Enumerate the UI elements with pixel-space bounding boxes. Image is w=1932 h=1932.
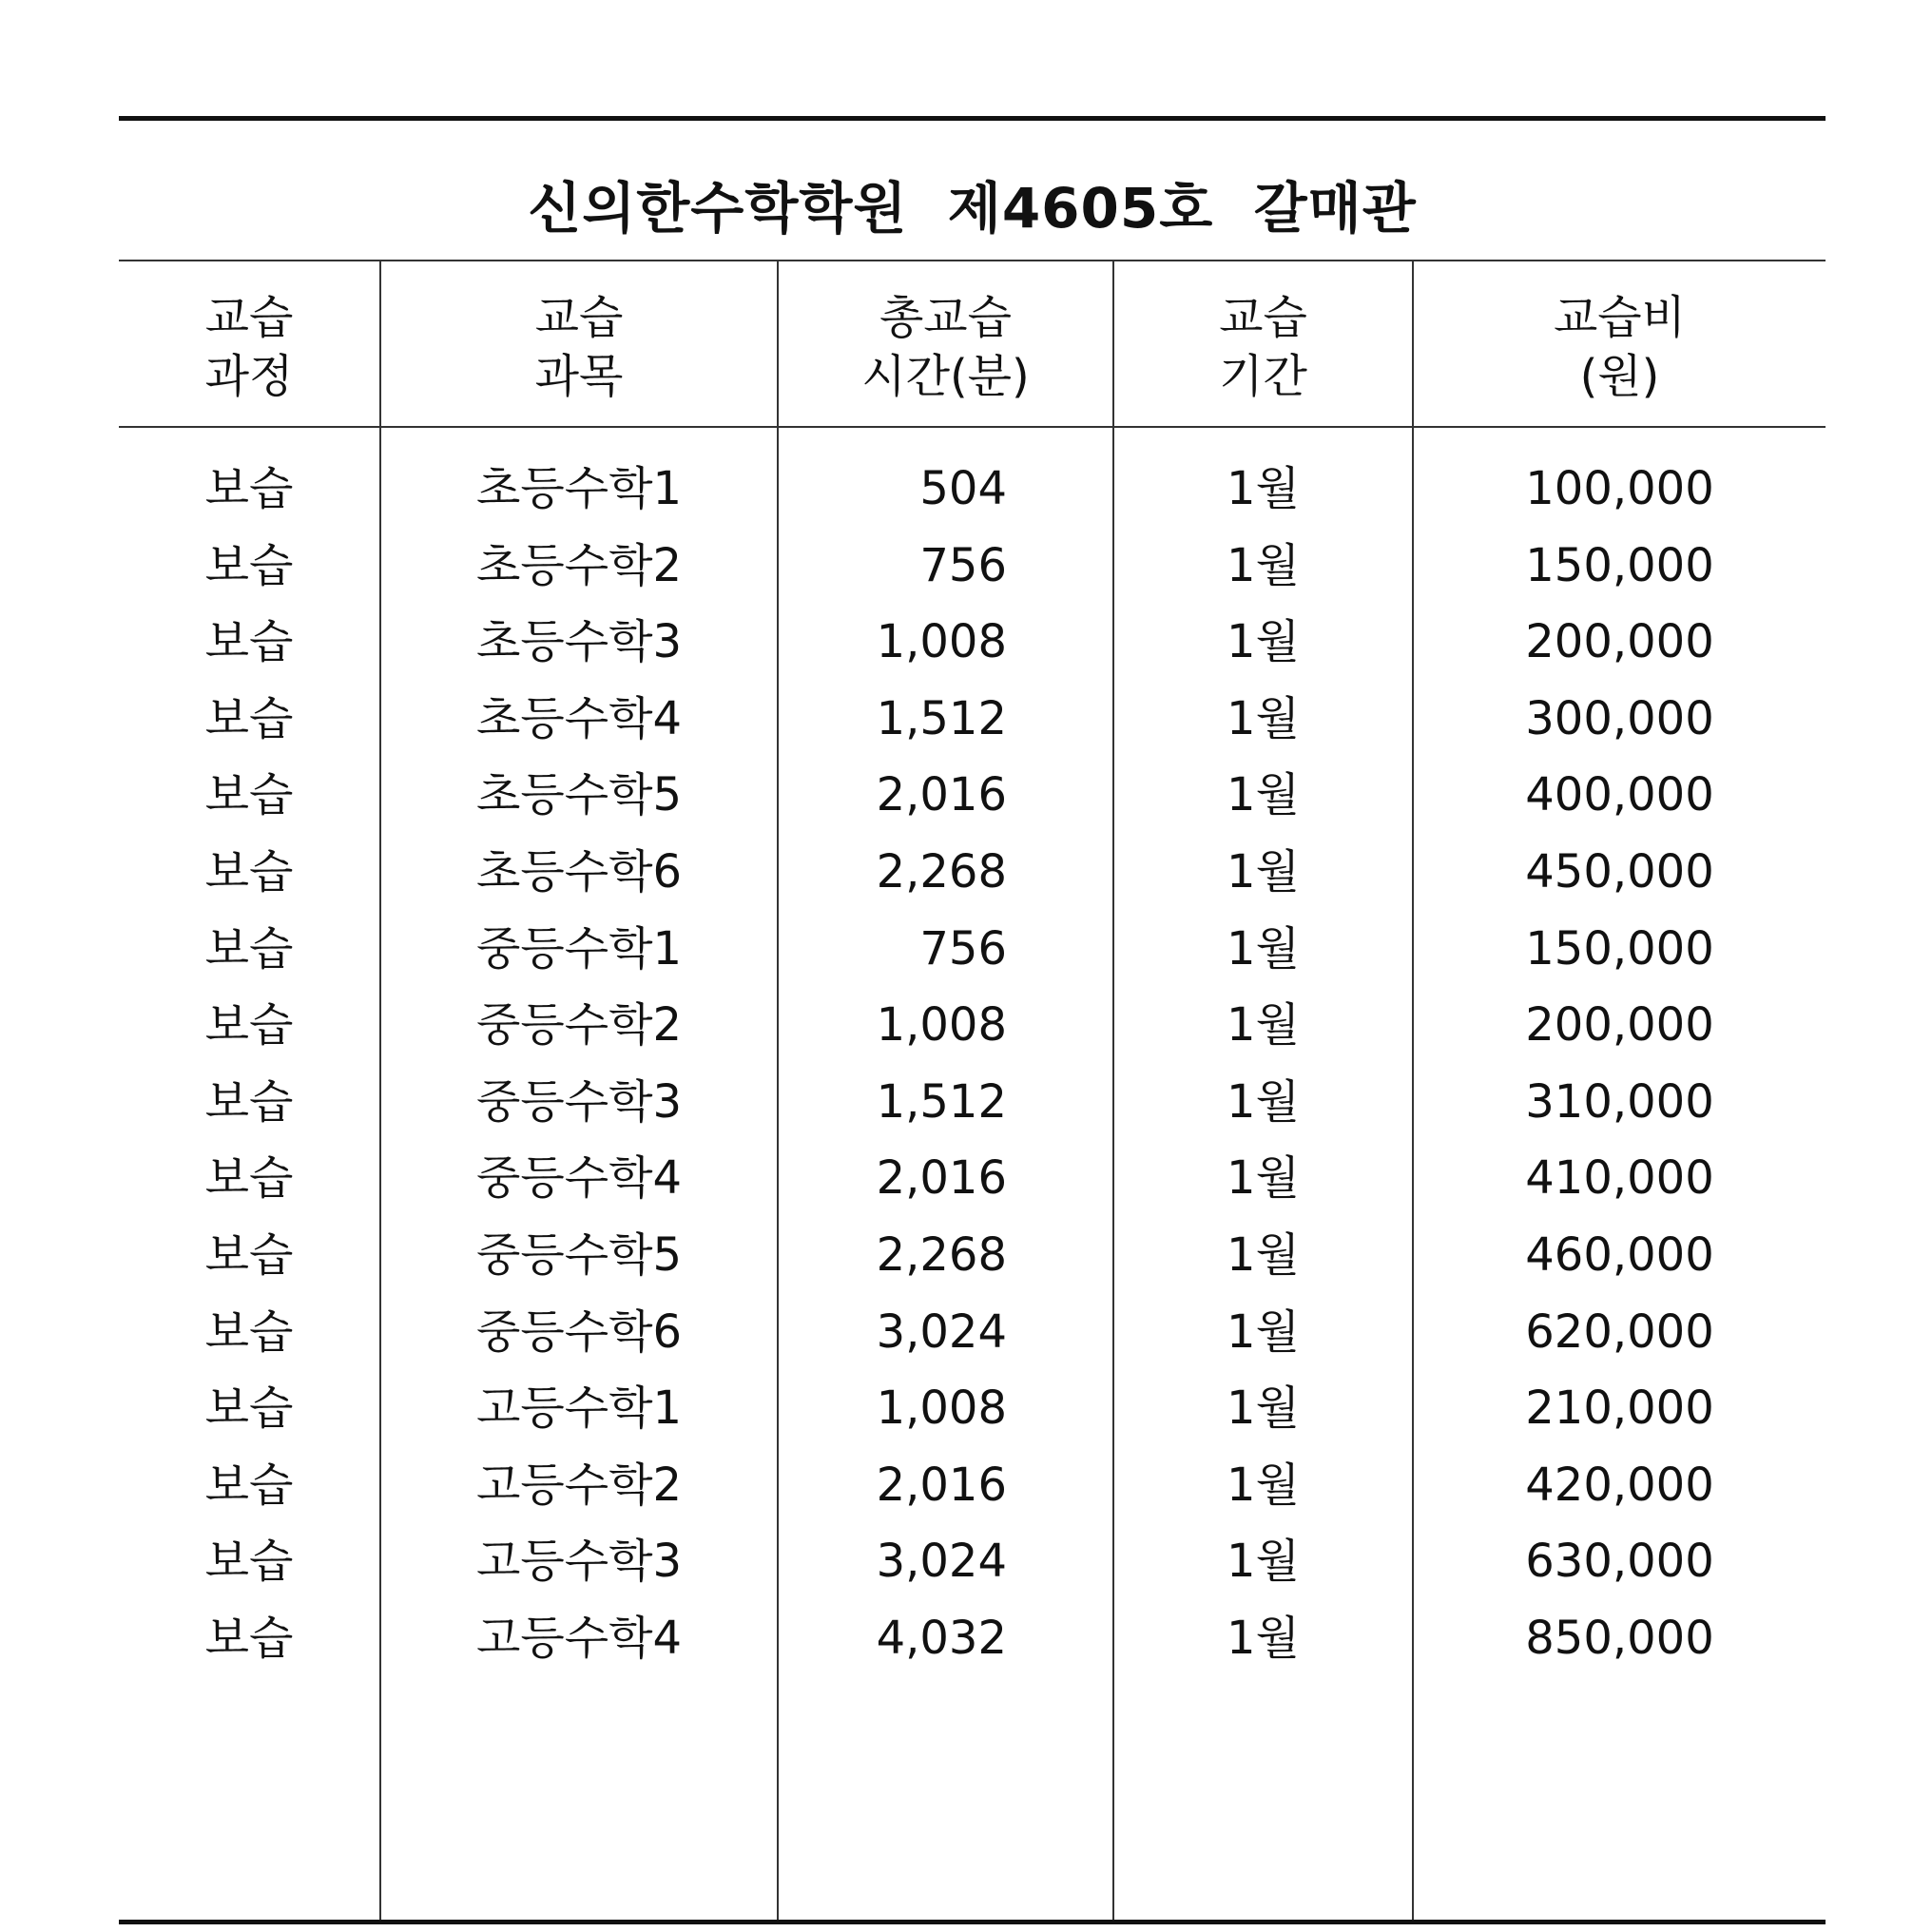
table-row — [119, 987, 1826, 1064]
cell-subject: 초등수학5 — [475, 768, 682, 822]
cell-period: 1월 — [1227, 1304, 1300, 1359]
cell-course: 보습 — [204, 844, 294, 898]
cell-fee: 630,000 — [1525, 1535, 1714, 1589]
cell-course: 보습 — [204, 615, 294, 669]
cell-minutes: 2,016 — [876, 1458, 1007, 1512]
cell-minutes: 1,512 — [876, 1074, 1007, 1129]
cell-period: 1월 — [1227, 998, 1300, 1053]
cell-course: 보습 — [204, 1151, 294, 1206]
cell-fee: 150,000 — [1525, 921, 1714, 976]
cell-course: 보습 — [204, 1304, 294, 1359]
cell-period: 1월 — [1227, 691, 1300, 745]
cell-course: 보습 — [204, 691, 294, 745]
cell-fee: 420,000 — [1525, 1458, 1714, 1512]
table-row — [119, 1523, 1826, 1600]
cell-subject: 초등수학1 — [475, 462, 682, 515]
cell-subject: 초등수학2 — [475, 538, 682, 592]
bottom-rule — [119, 1920, 1826, 1924]
table-row — [119, 1447, 1826, 1524]
header-subject-line2: 과목 — [534, 350, 624, 403]
cell-period: 1월 — [1227, 921, 1300, 976]
cell-minutes: 756 — [919, 921, 1007, 976]
header-fee-line1: 교습비 — [1553, 291, 1687, 344]
table-row — [119, 451, 1826, 528]
cell-period: 1월 — [1227, 844, 1300, 898]
cell-minutes: 3,024 — [876, 1304, 1007, 1359]
cell-subject: 고등수학3 — [475, 1535, 682, 1589]
cell-period: 1월 — [1227, 1611, 1300, 1665]
table-body — [119, 451, 1826, 1677]
cell-subject: 중등수학2 — [475, 998, 682, 1053]
cell-fee: 200,000 — [1525, 615, 1714, 669]
header-fee — [1414, 288, 1826, 406]
cell-period: 1월 — [1227, 538, 1300, 592]
cell-subject: 고등수학1 — [475, 1381, 682, 1436]
table-row — [119, 1217, 1826, 1294]
cell-course: 보습 — [204, 1074, 294, 1129]
cell-course: 보습 — [204, 538, 294, 592]
cell-fee: 850,000 — [1525, 1611, 1714, 1665]
cell-fee: 450,000 — [1525, 844, 1714, 898]
table-row — [119, 1064, 1826, 1141]
table-row — [119, 604, 1826, 681]
header-period-line2: 기간 — [1219, 350, 1307, 403]
cell-course: 보습 — [204, 1535, 294, 1589]
header-period — [1114, 288, 1412, 406]
cell-fee: 100,000 — [1525, 462, 1714, 515]
header-course-line2: 과정 — [204, 350, 294, 403]
cell-fee: 300,000 — [1525, 691, 1714, 745]
cell-minutes: 504 — [919, 462, 1007, 515]
cell-subject: 중등수학5 — [475, 1227, 682, 1282]
cell-minutes: 1,008 — [876, 1381, 1007, 1436]
cell-course: 보습 — [204, 1611, 294, 1665]
cell-course: 보습 — [204, 921, 294, 976]
table-row — [119, 681, 1826, 758]
cell-period: 1월 — [1227, 1074, 1300, 1129]
page-title: 신의한수학학원 제4605호 갈매관 — [528, 176, 1417, 241]
table-row — [119, 834, 1826, 911]
cell-subject: 초등수학3 — [475, 615, 682, 669]
cell-fee: 620,000 — [1525, 1304, 1714, 1359]
cell-subject: 중등수학1 — [475, 921, 682, 976]
cell-subject: 중등수학3 — [475, 1074, 682, 1129]
cell-fee: 310,000 — [1525, 1074, 1714, 1129]
cell-subject: 고등수학2 — [475, 1458, 682, 1512]
cell-period: 1월 — [1227, 1458, 1300, 1512]
cell-period: 1월 — [1227, 1227, 1300, 1282]
cell-fee: 150,000 — [1525, 538, 1714, 592]
fee-schedule-document — [119, 116, 1826, 1927]
cell-minutes: 756 — [919, 538, 1007, 592]
header-fee-line2: (원) — [1579, 350, 1660, 403]
cell-subject: 초등수학4 — [475, 691, 682, 745]
table-row — [119, 1600, 1826, 1677]
header-top-rule — [119, 260, 1826, 261]
header-subject — [381, 288, 777, 406]
cell-minutes: 1,008 — [876, 998, 1007, 1053]
header-minutes-line1: 총교습 — [879, 291, 1013, 344]
cell-period: 1월 — [1227, 615, 1300, 669]
cell-fee: 410,000 — [1525, 1151, 1714, 1206]
cell-course: 보습 — [204, 1458, 294, 1512]
table-row — [119, 1140, 1826, 1217]
cell-period: 1월 — [1227, 1381, 1300, 1436]
top-rule — [119, 116, 1826, 121]
table-row — [119, 528, 1826, 605]
cell-course: 보습 — [204, 1227, 294, 1282]
cell-course: 보습 — [204, 462, 294, 515]
cell-subject: 중등수학6 — [475, 1304, 682, 1359]
cell-period: 1월 — [1227, 462, 1300, 515]
header-minutes — [779, 288, 1112, 406]
table-header — [119, 263, 1826, 427]
cell-fee: 460,000 — [1525, 1227, 1714, 1282]
cell-minutes: 2,268 — [876, 844, 1007, 898]
header-minutes-line2: 시간(분) — [861, 350, 1030, 403]
cell-period: 1월 — [1227, 1535, 1300, 1589]
cell-course: 보습 — [204, 998, 294, 1053]
cell-fee: 400,000 — [1525, 768, 1714, 822]
header-subject-line1: 교습 — [534, 291, 624, 344]
cell-fee: 210,000 — [1525, 1381, 1714, 1436]
table-row — [119, 757, 1826, 834]
cell-minutes: 3,024 — [876, 1535, 1007, 1589]
cell-period: 1월 — [1227, 1151, 1300, 1206]
cell-subject: 중등수학4 — [475, 1151, 682, 1206]
cell-minutes: 2,016 — [876, 1151, 1007, 1206]
cell-fee: 200,000 — [1525, 998, 1714, 1053]
header-course-line1: 교습 — [204, 291, 294, 344]
header-course — [119, 288, 379, 406]
cell-minutes: 2,016 — [876, 768, 1007, 822]
table-row — [119, 1370, 1826, 1447]
cell-minutes: 4,032 — [876, 1611, 1007, 1665]
cell-period: 1월 — [1227, 768, 1300, 822]
table-row — [119, 911, 1826, 988]
cell-course: 보습 — [204, 768, 294, 822]
cell-minutes: 1,512 — [876, 691, 1007, 745]
header-period-line1: 교습 — [1219, 291, 1307, 344]
table-row — [119, 1294, 1826, 1371]
cell-course: 보습 — [204, 1381, 294, 1436]
cell-subject: 고등수학4 — [475, 1611, 682, 1665]
cell-minutes: 1,008 — [876, 615, 1007, 669]
cell-subject: 초등수학6 — [475, 844, 682, 898]
cell-minutes: 2,268 — [876, 1227, 1007, 1282]
